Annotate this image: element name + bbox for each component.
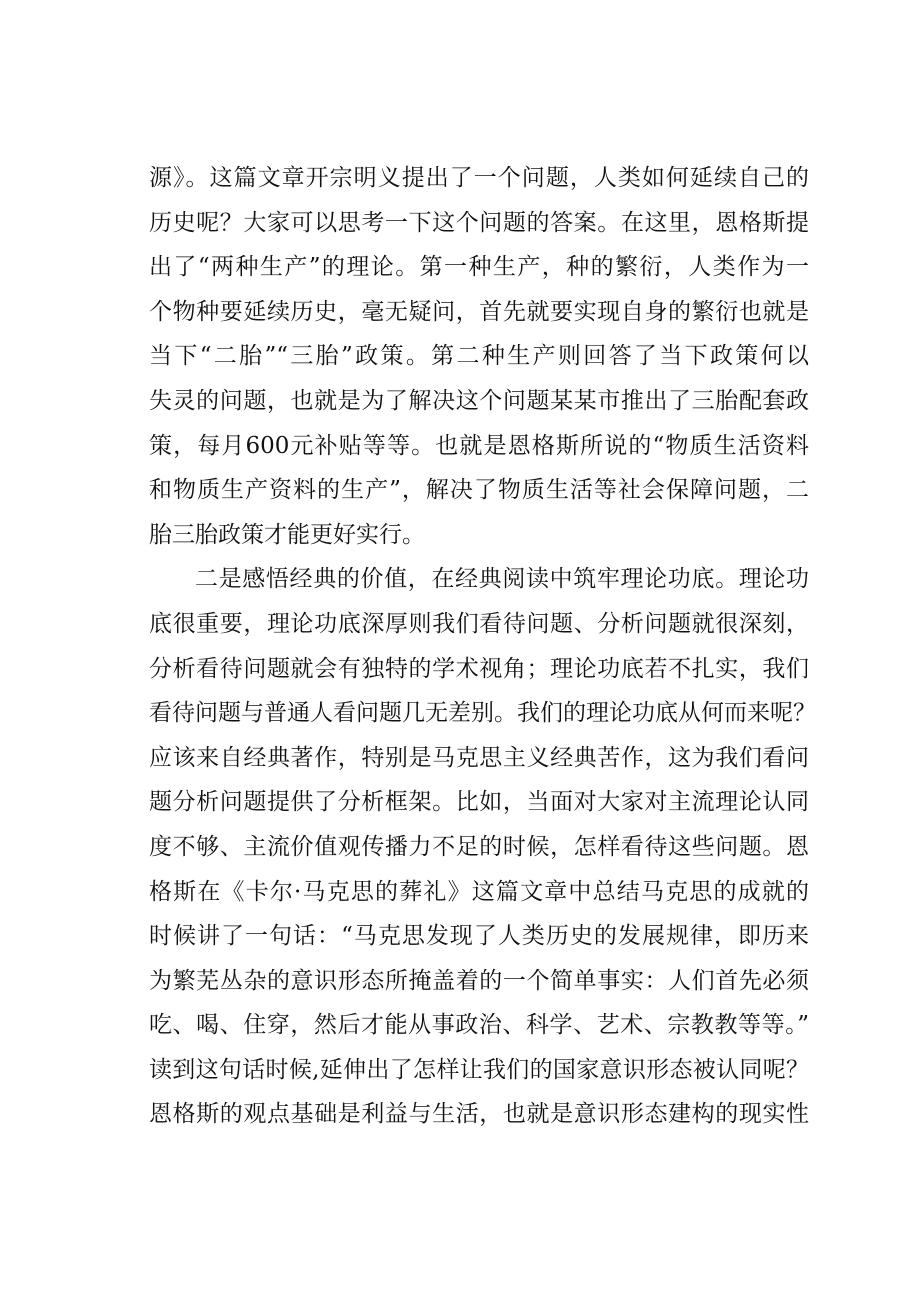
text-line: 分析看待问题就会有独特的学术视角；理论功底若不扎实，我们	[149, 655, 809, 682]
paragraph	[149, 156, 809, 557]
paragraph	[149, 557, 816, 1137]
text-line: 题分析问题提供了分析框架。比如，当面对大家对主流理论认同	[149, 789, 809, 816]
text-line: 读到这句话时候,延伸出了怎样让我们的国家意识形态被认同呢？	[149, 1056, 809, 1083]
text-line: 出了“两种生产”的理论。第一种生产，种的繁衍，人类作为一	[149, 254, 809, 281]
text-line: 格斯在《卡尔·马克思的葬礼》这篇文章中总结马克思的成就的	[149, 878, 809, 905]
text-line: 吃、喝、住穿，然后才能从事政治、科学、艺术、宗教教等等。”	[149, 1012, 809, 1039]
text-line: 看待问题与普通人看问题几无差别。我们的理论功底从何而来呢？	[149, 700, 816, 727]
body-text	[149, 156, 816, 1137]
text-line: 和物质生产资料的生产”，解决了物质生活等社会保障问题，二	[149, 477, 809, 504]
text-line: 源》。这篇文章开宗明义提出了一个问题，人类如何延续自己的	[149, 165, 809, 191]
text-line: 个物种要延续历史，毫无疑问，首先就要实现自身的繁衍也就是	[149, 298, 809, 325]
text-line: 二是感悟经典的价值，在经典阅读中筑牢理论功底。理论功	[195, 566, 809, 593]
text-line: 时候讲了一句话：“马克思发现了人类历史的发展规律，即历来	[149, 923, 809, 950]
text-line: 策，每月600元补贴等等。也就是恩格斯所说的“物质生活资料	[149, 432, 809, 459]
text-line: 当下“二胎”“三胎”政策。第二种生产则回答了当下政策何以	[149, 343, 809, 370]
text-line: 度不够、主流价值观传播力不足的时候，怎样看待这些问题。恩	[149, 833, 809, 860]
text-line: 底很重要，理论功底深厚则我们看待问题、分析问题就很深刻，	[149, 610, 809, 637]
text-line: 失灵的问题，也就是为了解决这个问题某某市推出了三胎配套政	[149, 387, 809, 414]
text-line: 应该来自经典著作，特别是马克思主义经典苦作，这为我们看问	[149, 744, 809, 771]
text-line: 恩格斯的观点基础是利益与生活，也就是意识形态建构的现实性	[149, 1101, 809, 1128]
text-line: 历史呢？大家可以思考一下这个问题的答案。在这里，恩格斯提	[149, 209, 809, 236]
text-line: 胎三胎政策才能更好实行。	[149, 521, 425, 548]
text-line: 为繁芜丛杂的意识形态所掩盖着的一个简单事实：人们首先必须	[149, 967, 809, 994]
